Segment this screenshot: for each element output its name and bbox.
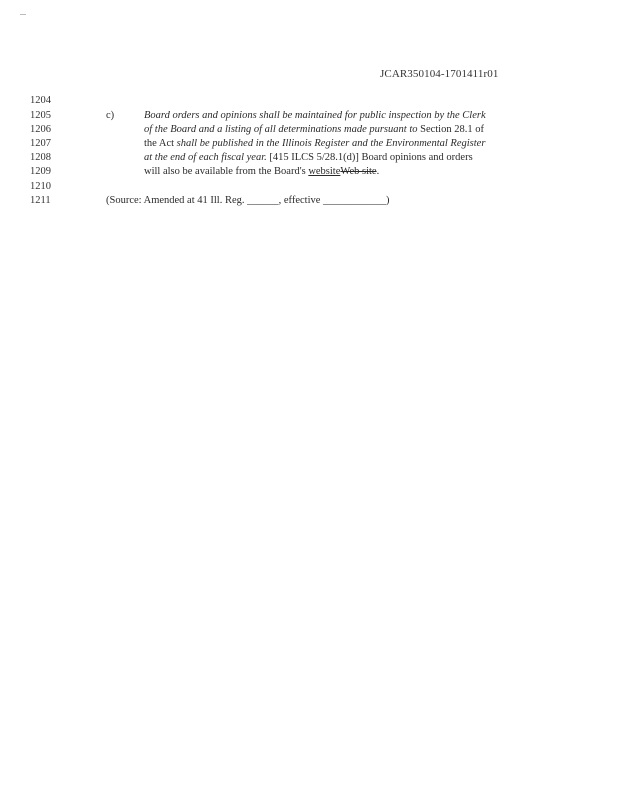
paragraph-label: c) bbox=[106, 110, 115, 121]
paragraph-line-1 bbox=[144, 110, 486, 121]
paragraph-line-5 bbox=[144, 166, 379, 177]
paragraph-line-2 bbox=[144, 124, 484, 135]
period: . bbox=[376, 166, 380, 177]
line-number: 1211 bbox=[30, 195, 51, 206]
deleted-text: Web site bbox=[340, 166, 377, 177]
italic-text: Board orders and opinions shall be maintained for public inspection by the Clerk bbox=[144, 110, 486, 121]
line-number: 1205 bbox=[30, 110, 51, 121]
line-number: 1209 bbox=[30, 166, 51, 177]
plain-text: [415 ILCS 5/28.1(d)] Board opinions and orders bbox=[266, 152, 473, 163]
italic-text: shall be published in the Illinois Register and the Environmental Register bbox=[176, 138, 486, 149]
plain-text: Section 28.1 of bbox=[417, 124, 484, 135]
document-id: JCAR350104-1701411r01 bbox=[380, 68, 499, 80]
italic-text: at the end of each fiscal year. bbox=[144, 152, 267, 163]
corner-mark bbox=[20, 14, 26, 15]
inserted-text: website bbox=[308, 166, 341, 177]
line-number: 1204 bbox=[30, 95, 51, 106]
italic-text: of the Board and a listing of all determinations made pursuant to bbox=[144, 124, 418, 135]
plain-text: the Act bbox=[144, 138, 177, 149]
paragraph-line-4 bbox=[144, 152, 473, 163]
line-number: 1206 bbox=[30, 124, 51, 135]
line-number: 1207 bbox=[30, 138, 51, 149]
source-note: (Source: Amended at 41 Ill. Reg. ______, effective ____________) bbox=[106, 195, 390, 206]
line-number: 1208 bbox=[30, 152, 51, 163]
plain-text: will also be available from the Board's bbox=[144, 166, 309, 177]
paragraph-line-3 bbox=[144, 138, 485, 149]
line-number: 1210 bbox=[30, 181, 51, 192]
